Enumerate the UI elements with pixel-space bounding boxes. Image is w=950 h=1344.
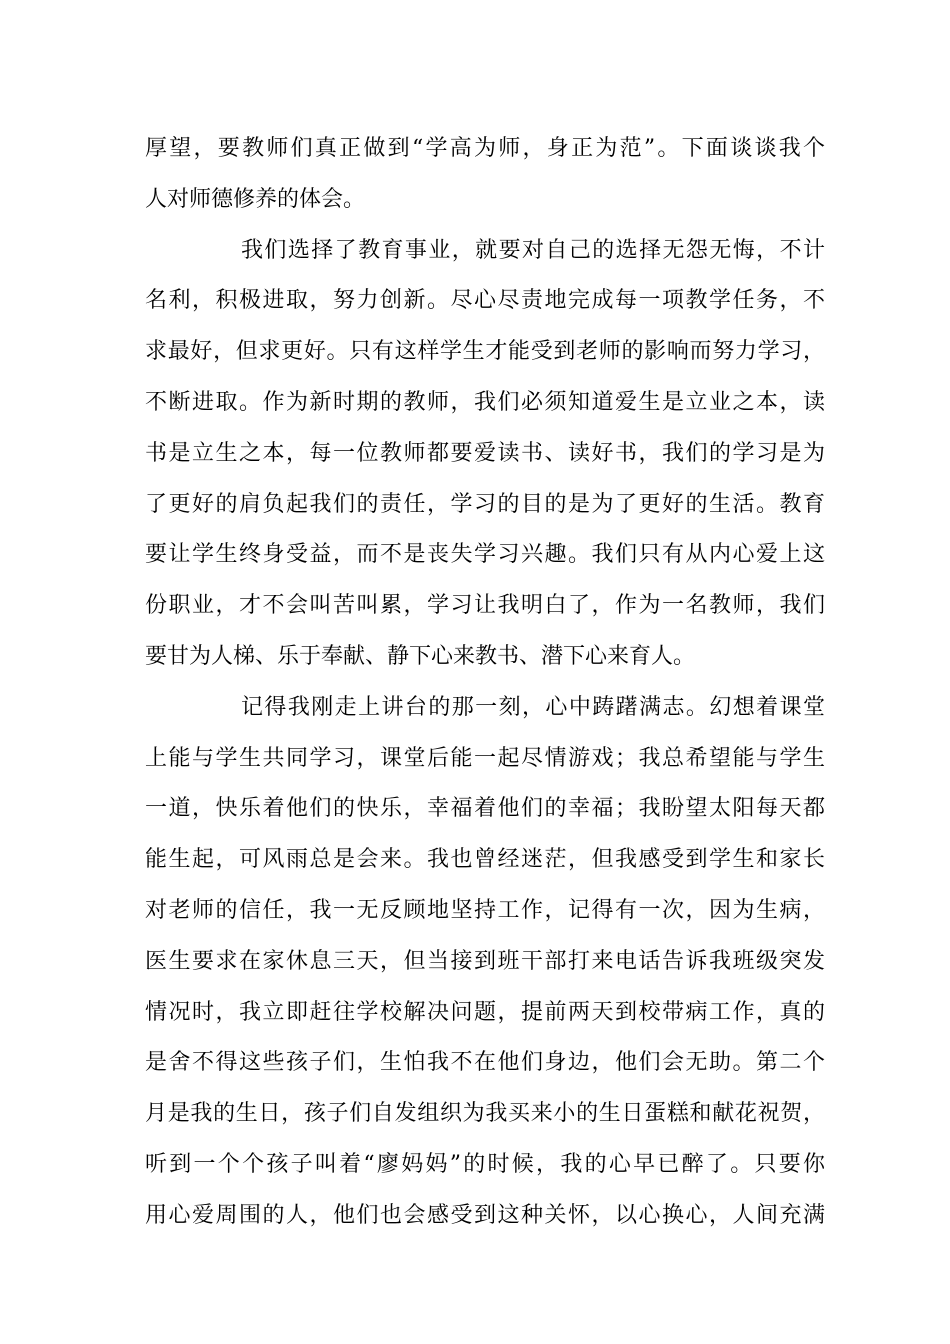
paragraph-first-line: 我们选择了教育事业，就要对自己的选择无怨无悔，不计 [241, 237, 825, 263]
text-line-22: 用心爱周围的人，他们也会感受到这种关怀，以心换心，人间充满 [145, 1202, 825, 1228]
text-line-7: 书是立生之本，每一位教师都要爱读书、读好书，我们的学习是为 [145, 440, 825, 466]
body-text [145, 124, 825, 1242]
text-line-4: 名利，积极进取，努力创新。尽心尽责地完成每一项教学任务，不 [145, 288, 825, 314]
text-line-14: 一道，快乐着他们的快乐，幸福着他们的幸福；我盼望太阳每天都 [145, 796, 825, 822]
text-line-19: 是舍不得这些孩子们，生怕我不在他们身边，他们会无助。第二个 [145, 1050, 825, 1076]
text-line-9: 要让学生终身受益，而不是丧失学习兴趣。我们只有从内心爱上这 [145, 542, 825, 568]
text-line-17: 医生要求在家休息三天，但当接到班干部打来电话告诉我班级突发 [145, 948, 825, 974]
text-line-6: 不断进取。作为新时期的教师，我们必须知道爱生是立业之本，读 [145, 389, 825, 415]
text-line-16: 对老师的信任，我一无反顾地坚持工作，记得有一次，因为生病， [145, 897, 825, 923]
text-line-8: 了更好的肩负起我们的责任，学习的目的是为了更好的生活。教育 [145, 491, 825, 517]
text-line-15: 能生起，可风雨总是会来。我也曾经迷茫，但我感受到学生和家长 [145, 847, 825, 873]
text-line-21: 听到一个个孩子叫着“廖妈妈”的时候，我的心早已醉了。只要你 [145, 1151, 825, 1177]
text-line-5: 求最好，但求更好。只有这样学生才能受到老师的影响而努力学习， [145, 339, 825, 365]
text-line-18: 情况时，我立即赶往学校解决问题，提前两天到校带病工作，真的 [145, 999, 825, 1025]
text-line-2: 人对师德修养的体会。 [145, 186, 366, 212]
text-line-10: 份职业，才不会叫苦叫累，学习让我明白了，作为一名教师，我们 [145, 593, 825, 619]
paragraph-first-line: 记得我刚走上讲台的那一刻，心中踌躇满志。幻想着课堂 [241, 694, 825, 720]
text-line-1: 厚望，要教师们真正做到“学高为师，身正为范”。下面谈谈我个 [145, 136, 825, 161]
text-line-20: 月是我的生日，孩子们自发组织为我买来小的生日蛋糕和献花祝贺， [145, 1101, 825, 1127]
text-line-11: 要甘为人梯、乐于奉献、静下心来教书、潜下心来育人。 [145, 643, 696, 669]
text-line-13: 上能与学生共同学习，课堂后能一起尽情游戏；我总希望能与学生 [145, 745, 825, 771]
